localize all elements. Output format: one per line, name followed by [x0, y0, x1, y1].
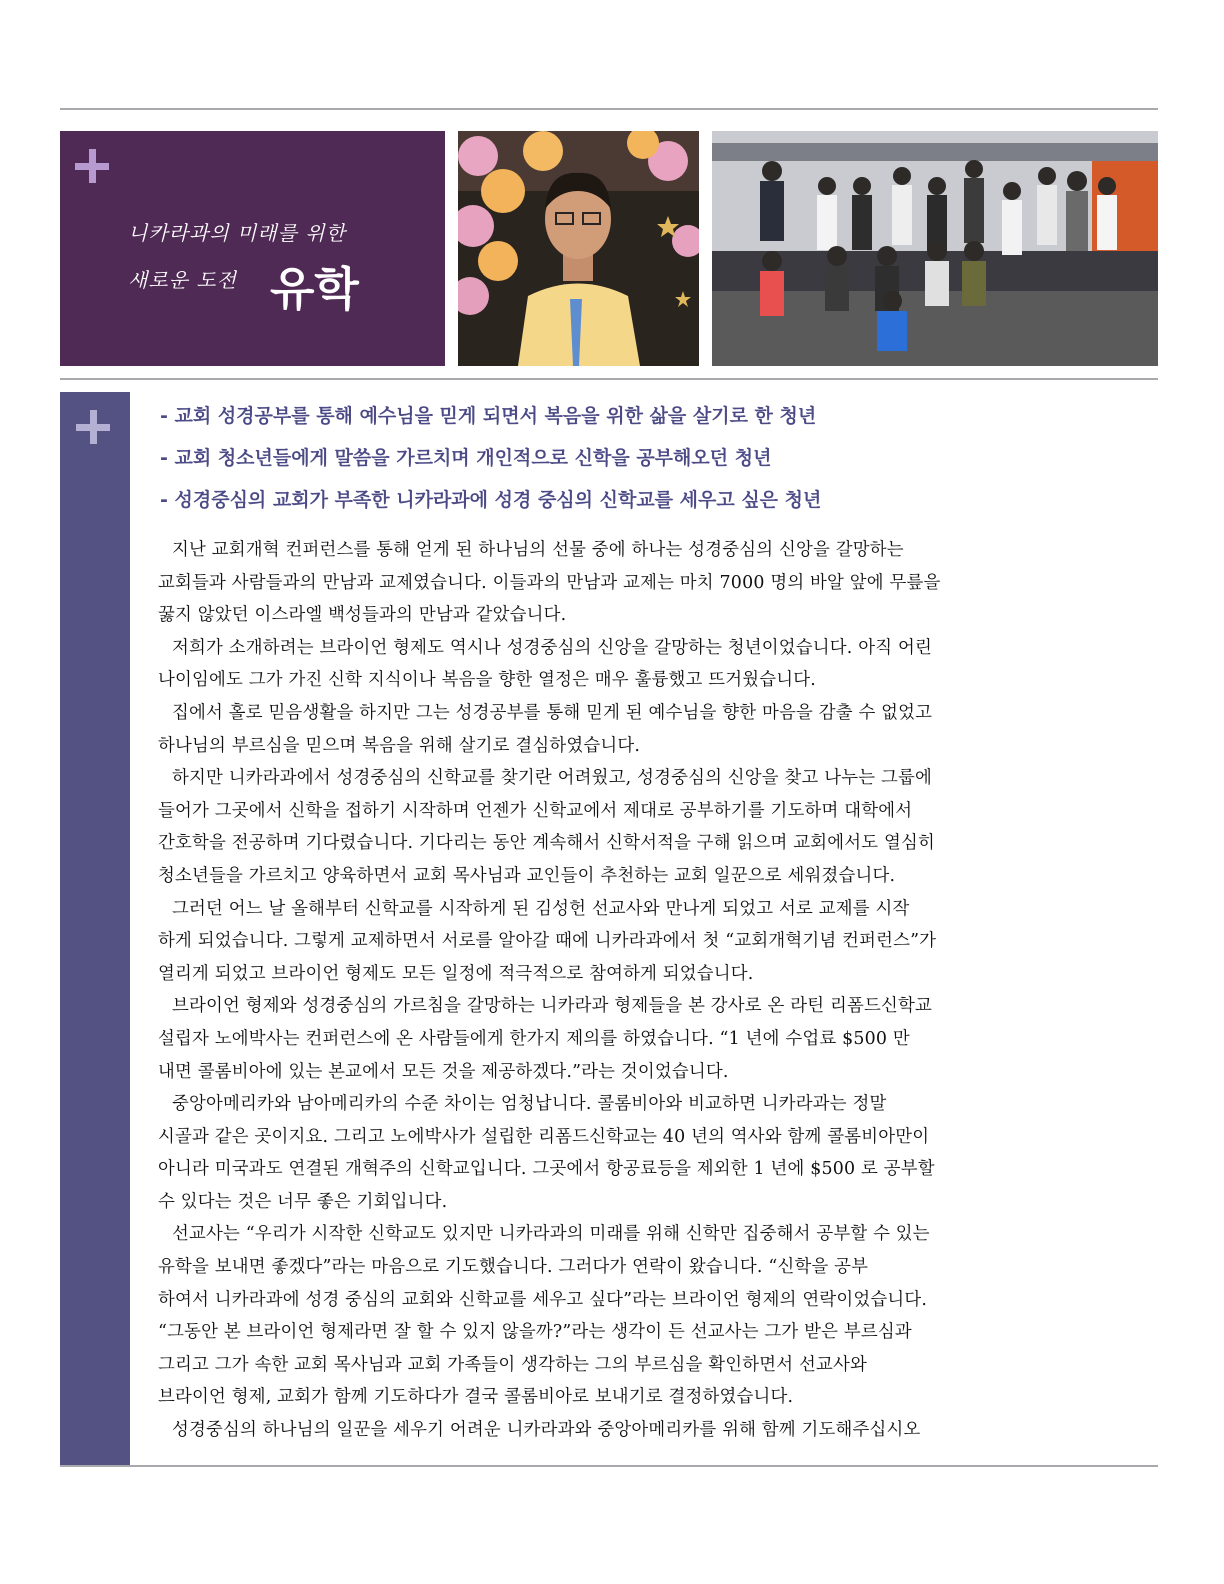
body-line: 설립자 노에박사는 컨퍼런스에 온 사람들에게 한가지 제의를 하였습니다. “1 년에 수업료 $500 만 — [158, 1028, 910, 1049]
body-line: 아니라 미국과도 연결된 개혁주의 신학교입니다. 그곳에서 항공료등을 제외한 1 년에 $500 로 공부할 — [158, 1159, 935, 1180]
body-line: 성경중심의 하나님의 일꾼을 세우기 어려운 니카라과와 중앙아메리카를 위해 함께 기도해주십시오 — [172, 1420, 921, 1441]
body-line: 나이임에도 그가 가진 신학 지식이나 복음을 향한 열정은 매우 훌륭했고 뜨거웠습니다. — [158, 670, 816, 691]
body-line: 꿇지 않았던 이스라엘 백성들과의 만남과 같았습니다. — [158, 605, 567, 626]
highlight-item: - 성경중심의 교회가 부족한 니카라과에 성경 중심의 신학교를 세우고 싶은 청년 — [160, 489, 822, 511]
body-line: 간호학을 전공하며 기다렸습니다. 기다리는 동안 계속해서 신학서적을 구해 읽으며 교회에서도 열심히 — [158, 833, 935, 854]
banner-subtitle-line1: 니카라과의 미래를 위한 — [128, 221, 346, 245]
body-line: 브라이언 형제와 성경중심의 가르침을 갈망하는 니카라과 형제들을 본 강사로 온 라틴 리폼드신학교 — [172, 996, 932, 1017]
title-banner — [60, 131, 445, 366]
bottom-divider — [60, 1465, 1158, 1467]
middle-divider — [60, 378, 1158, 380]
body-line: 열리게 되었고 브라이언 형제도 모든 일정에 적극적으로 참여하게 되었습니다. — [158, 963, 754, 984]
body-line: 하게 되었습니다. 그렇게 교제하면서 서로를 알아갈 때에 니카라과에서 첫 “교회개혁기념 컨퍼런스”가 — [158, 931, 937, 952]
side-bar — [60, 392, 130, 1467]
top-divider — [60, 108, 1158, 110]
highlight-list — [160, 401, 1150, 527]
body-line: 그리고 그가 속한 교회 목사님과 교회 가족들이 생각하는 그의 부르심을 확인하면서 선교사와 — [158, 1354, 867, 1375]
body-line: “그동안 본 브라이언 형제라면 잘 할 수 있지 않을까?”라는 생각이 든 선교사는 그가 받은 부르심과 — [158, 1322, 912, 1343]
body-line: 내면 콜롬비아에 있는 본교에서 모든 것을 제공하겠다.”라는 것이었습니다. — [158, 1061, 729, 1082]
body-line: 하여서 니카라과에 성경 중심의 교회와 신학교를 세우고 싶다”라는 브라이언 형제의 연락이었습니다. — [158, 1289, 928, 1310]
portrait-photo — [458, 131, 699, 366]
body-line: 그러던 어느 날 올해부터 신학교를 시작하게 된 김성헌 선교사와 만나게 되었고 서로 교제를 시작 — [172, 898, 910, 919]
body-line: 저희가 소개하려는 브라이언 형제도 역시나 성경중심의 신앙을 갈망하는 청년이었습니다. 아직 어린 — [172, 637, 932, 658]
body-line: 집에서 홀로 믿음생활을 하지만 그는 성경공부를 통해 믿게 된 예수님을 향한 마음을 감출 수 없었고 — [172, 702, 933, 723]
plus-icon — [76, 410, 110, 444]
body-line: 브라이언 형제, 교회가 함께 기도하다가 결국 콜롬비아로 보내기로 결정하였습니다. — [158, 1387, 794, 1408]
body-line: 중앙아메리카와 남아메리카의 수준 차이는 엄청납니다. 콜롬비아와 비교하면 니카라과는 정말 — [172, 1094, 887, 1115]
body-line: 교회들과 사람들과의 만남과 교제였습니다. 이들과의 만남과 교제는 마치 7000 명의 바알 앞에 무릎을 — [158, 572, 941, 593]
body-line: 하지만 니카라과에서 성경중심의 신학교를 찾기란 어려웠고, 성경중심의 신앙을 찾고 나누는 그룹에 — [172, 768, 932, 789]
highlight-item: - 교회 성경공부를 통해 예수님을 믿게 되면서 복음을 위한 삶을 살기로 한 청년 — [160, 405, 817, 427]
plus-icon — [75, 149, 109, 183]
body-line: 유학을 보내면 좋겠다”라는 마음으로 기도했습니다. 그러다가 연락이 왔습니다. “신학을 공부 — [158, 1257, 869, 1278]
body-line: 하나님의 부르심을 믿으며 복음을 위해 살기로 결심하였습니다. — [158, 735, 641, 756]
body-line: 지난 교회개혁 컨퍼런스를 통해 얻게 된 하나님의 선물 중에 하나는 성경중심의 신앙을 갈망하는 — [172, 540, 904, 560]
body-line: 선교사는 “우리가 시작한 신학교도 있지만 니카라과의 미래를 위해 신학만 집중해서 공부할 수 있는 — [172, 1224, 930, 1245]
banner-title: 유학 — [270, 262, 359, 316]
body-line: 시골과 같은 곳이지요. 그리고 노에박사가 설립한 리폼드신학교는 40 년의 역사와 함께 콜롬비아만이 — [158, 1126, 930, 1147]
highlight-item: - 교회 청소년들에게 말씀을 가르치며 개인적으로 신학을 공부해오던 청년 — [160, 447, 772, 469]
body-line: 수 있다는 것은 너무 좋은 기회입니다. — [158, 1191, 448, 1212]
article-body — [158, 535, 1158, 1448]
group-photo — [712, 131, 1158, 366]
banner-subtitle-line2: 새로운 도전 — [128, 268, 237, 292]
body-line: 청소년들을 가르치고 양육하면서 교회 목사님과 교인들이 추천하는 교회 일꾼으로 세워졌습니다. — [158, 865, 896, 886]
body-line: 들어가 그곳에서 신학을 접하기 시작하며 언젠가 신학교에서 제대로 공부하기를 기도하며 대학에서 — [158, 800, 913, 821]
